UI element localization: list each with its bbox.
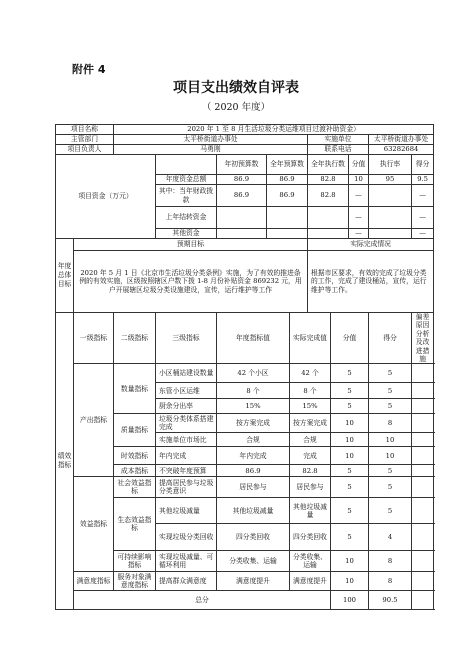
- perf-header: 二级指标: [114, 313, 156, 364]
- perf-note: [412, 551, 434, 572]
- level2-sustainable: 可持续影响指标: [114, 551, 156, 572]
- funds-row-label: 上年结转资金: [156, 207, 217, 229]
- perf-score: 10: [331, 572, 369, 591]
- perf-l3: 厨余分出率: [156, 399, 217, 414]
- perf-got: 8: [369, 572, 412, 591]
- funds-header: 全年预算数: [267, 155, 308, 175]
- perf-l3: 垃圾分类体系搭建完成: [156, 414, 217, 433]
- funds-header: 分值: [349, 155, 369, 175]
- perf-score: 5: [331, 364, 369, 383]
- total-note: [412, 591, 434, 610]
- funds-label: 项目资金（万元）: [56, 155, 156, 239]
- perf-header: 分值: [331, 313, 369, 364]
- total-score: 100: [331, 591, 369, 610]
- perf-target: 合规: [217, 433, 290, 447]
- perf-score: 10: [331, 551, 369, 572]
- funds-cell: [369, 207, 412, 229]
- funds-cell: 86.9: [267, 175, 308, 185]
- attachment-label: 附件 4: [72, 63, 106, 76]
- perf-got: 10: [369, 433, 412, 447]
- perf-actual: 8 个: [290, 383, 331, 399]
- funds-cell: 82.8: [308, 175, 349, 185]
- perf-actual: 按方案完成: [290, 414, 331, 433]
- goals-expected-header: 预期目标: [74, 239, 308, 251]
- goals-actual: 根据市区要求，有效的完成了垃圾分类的工作，完成了建设桶站，宣传，运行维护等工作。: [308, 251, 434, 313]
- level2-quantity: 数量指标: [114, 364, 156, 414]
- funds-cell: [217, 207, 267, 229]
- funds-cell: [267, 207, 308, 229]
- perf-note: [412, 399, 434, 414]
- perf-score: 10: [331, 414, 369, 433]
- funds-row-label: 年度资金总额: [156, 175, 217, 185]
- phone-value: 63282684: [369, 145, 434, 155]
- perf-target: 86.9: [217, 465, 290, 477]
- level2-quality: 质量指标: [114, 414, 156, 447]
- perf-l3: 实现垃圾减量、可循环利用: [156, 551, 217, 572]
- funds-cell: 95: [369, 175, 412, 185]
- perf-target: 分类收集、运输: [217, 551, 290, 572]
- perf-l3: 不突破年度预算: [156, 465, 217, 477]
- perf-got: 8: [369, 414, 412, 433]
- perf-target: 其他垃圾减量: [217, 498, 290, 524]
- perf-score: 5: [331, 477, 369, 498]
- level2-service-satisfaction: 服务对象满意度指标: [114, 572, 156, 591]
- perf-l3: 实现垃圾分类回收: [156, 524, 217, 551]
- funds-header: 全年执行数: [308, 155, 349, 175]
- leader-label: 项目负责人: [56, 145, 114, 155]
- perf-header: 一级指标: [74, 313, 114, 364]
- perf-note: [412, 414, 434, 433]
- perf-got: 5: [369, 383, 412, 399]
- perf-got: 5: [369, 477, 412, 498]
- leader-value: 马勇刚: [114, 145, 308, 155]
- goals-expected: 2020 年 5 月 1 日《北京市生活垃圾分类条例》实施，为了有效的推进条例的有效实施，区级按照辖区户数下拨 1-8 月份补贴资金 869232 元，用户开展辖区垃圾分类设施建设，宣传，运行维护等工作: [74, 251, 308, 313]
- perf-actual: 居民参与: [290, 477, 331, 498]
- funds-cell: —: [349, 229, 369, 239]
- perf-actual: 82.8: [290, 465, 331, 477]
- perf-score: 5: [331, 524, 369, 551]
- perf-actual: 分类收集、运输: [290, 551, 331, 572]
- document-title: 项目支出绩效自评表: [173, 80, 299, 96]
- perf-actual: 完成: [290, 447, 331, 465]
- perf-score: 10: [331, 433, 369, 447]
- perf-score: 10: [331, 447, 369, 465]
- goals-label: 年度总体目标: [56, 239, 74, 313]
- perf-target: 8 个: [217, 383, 290, 399]
- funds-cell: [308, 229, 349, 239]
- perf-target: 年内完成: [217, 447, 290, 465]
- perf-header: 得分: [369, 313, 412, 364]
- level2-social: 社会效益指标: [114, 477, 156, 498]
- perf-actual: 42 个: [290, 364, 331, 383]
- perf-header: 实际完成值: [290, 313, 331, 364]
- funds-cell: [267, 229, 308, 239]
- level1-output: 产出指标: [74, 364, 114, 477]
- perf-score: 5: [331, 383, 369, 399]
- perf-note: [412, 433, 434, 447]
- evaluation-table: [55, 124, 434, 610]
- perf-got: 4: [369, 524, 412, 551]
- perf-target: 四分类回收: [217, 524, 290, 551]
- document-year: （ 2020 年度）: [201, 102, 271, 113]
- perf-actual: 15%: [290, 399, 331, 414]
- funds-cell: 10: [349, 175, 369, 185]
- dept-label: 主管部门: [56, 135, 114, 145]
- perf-l3: 其他垃圾减量: [156, 498, 217, 524]
- funds-cell: [369, 185, 412, 207]
- perf-target: 42 个小区: [217, 364, 290, 383]
- perf-note: [412, 572, 434, 591]
- perf-score: 5: [331, 465, 369, 477]
- perf-got: 5: [369, 465, 412, 477]
- funds-cell: 9.5: [412, 175, 434, 185]
- perf-header: 三级指标: [156, 313, 217, 364]
- phone-label: 联系电话: [308, 145, 369, 155]
- total-got: 90.5: [369, 591, 412, 610]
- perf-l3: 提高群众满意度: [156, 572, 217, 591]
- perf-note: [412, 498, 434, 524]
- perf-l3: 小区桶站建设数量: [156, 364, 217, 383]
- funds-header: 执行率: [369, 155, 412, 175]
- perf-actual: 其他垃圾减量: [290, 498, 331, 524]
- perf-l3: 东管小区运维: [156, 383, 217, 399]
- level2-ecological: 生态效益指标: [114, 498, 156, 551]
- funds-cell: —: [412, 185, 434, 207]
- funds-cell: —: [349, 207, 369, 229]
- level2-cost: 成本指标: [114, 465, 156, 477]
- level1-benefit: 效益指标: [74, 477, 114, 572]
- funds-cell: 86.9: [217, 175, 267, 185]
- perf-target: 满意度提升: [217, 572, 290, 591]
- perf-got: 8: [369, 551, 412, 572]
- funds-cell: [369, 229, 412, 239]
- perf-note: [412, 383, 434, 399]
- funds-cell: 86.9: [267, 185, 308, 207]
- perf-score: 5: [331, 498, 369, 524]
- perf-note: [412, 524, 434, 551]
- perf-actual: 合规: [290, 433, 331, 447]
- perf-got: 5: [369, 498, 412, 524]
- perf-score: 5: [331, 399, 369, 414]
- perf-got: 10: [369, 447, 412, 465]
- funds-header: 得分: [412, 155, 434, 175]
- perf-target: 15%: [217, 399, 290, 414]
- funds-row-label: 其中：当年财政拨款: [156, 185, 217, 207]
- level2-timeliness: 时效指标: [114, 447, 156, 465]
- perf-target: 居民参与: [217, 477, 290, 498]
- impl-label: 实施单位: [308, 135, 369, 145]
- funds-cell: —: [412, 207, 434, 229]
- funds-cell: 82.8: [308, 185, 349, 207]
- perf-actual: 满意度提升: [290, 572, 331, 591]
- perf-target: 按方案完成: [217, 414, 290, 433]
- funds-cell: —: [349, 185, 369, 207]
- funds-header: 年初预算数: [217, 155, 267, 175]
- perf-l3: 年内完成: [156, 447, 217, 465]
- perf-got: 5: [369, 399, 412, 414]
- goals-actual-header: 实际完成情况: [308, 239, 434, 251]
- perf-note: [412, 364, 434, 383]
- perf-header: 偏差原因分析及改进措施: [412, 313, 434, 364]
- perf-actual: 四分类回收: [290, 524, 331, 551]
- project-name-label: 项目名称: [56, 125, 114, 135]
- funds-cell: [308, 207, 349, 229]
- funds-cell: —: [412, 229, 434, 239]
- perf-label: 绩效指标: [56, 313, 74, 610]
- project-name: 2020 年 1 至 8 月生活垃圾分类运维项目过渡补助资金）: [114, 125, 434, 135]
- perf-note: [412, 447, 434, 465]
- perf-l3: 实施单位市场比: [156, 433, 217, 447]
- perf-l3: 提高居民参与垃圾分类意识: [156, 477, 217, 498]
- impl-value: 太平桥街道办事处: [369, 135, 434, 145]
- funds-cell: 86.9: [217, 185, 267, 207]
- total-label: 总分: [74, 591, 331, 610]
- funds-row-label: 其他资金: [156, 229, 217, 239]
- perf-got: 5: [369, 364, 412, 383]
- funds-cell: [217, 229, 267, 239]
- perf-note: [412, 465, 434, 477]
- perf-header: 年度指标值: [217, 313, 290, 364]
- dept-value: 太平桥街道办事处: [114, 135, 308, 145]
- level1-satisfaction: 满意度指标: [74, 572, 114, 591]
- perf-note: [412, 477, 434, 498]
